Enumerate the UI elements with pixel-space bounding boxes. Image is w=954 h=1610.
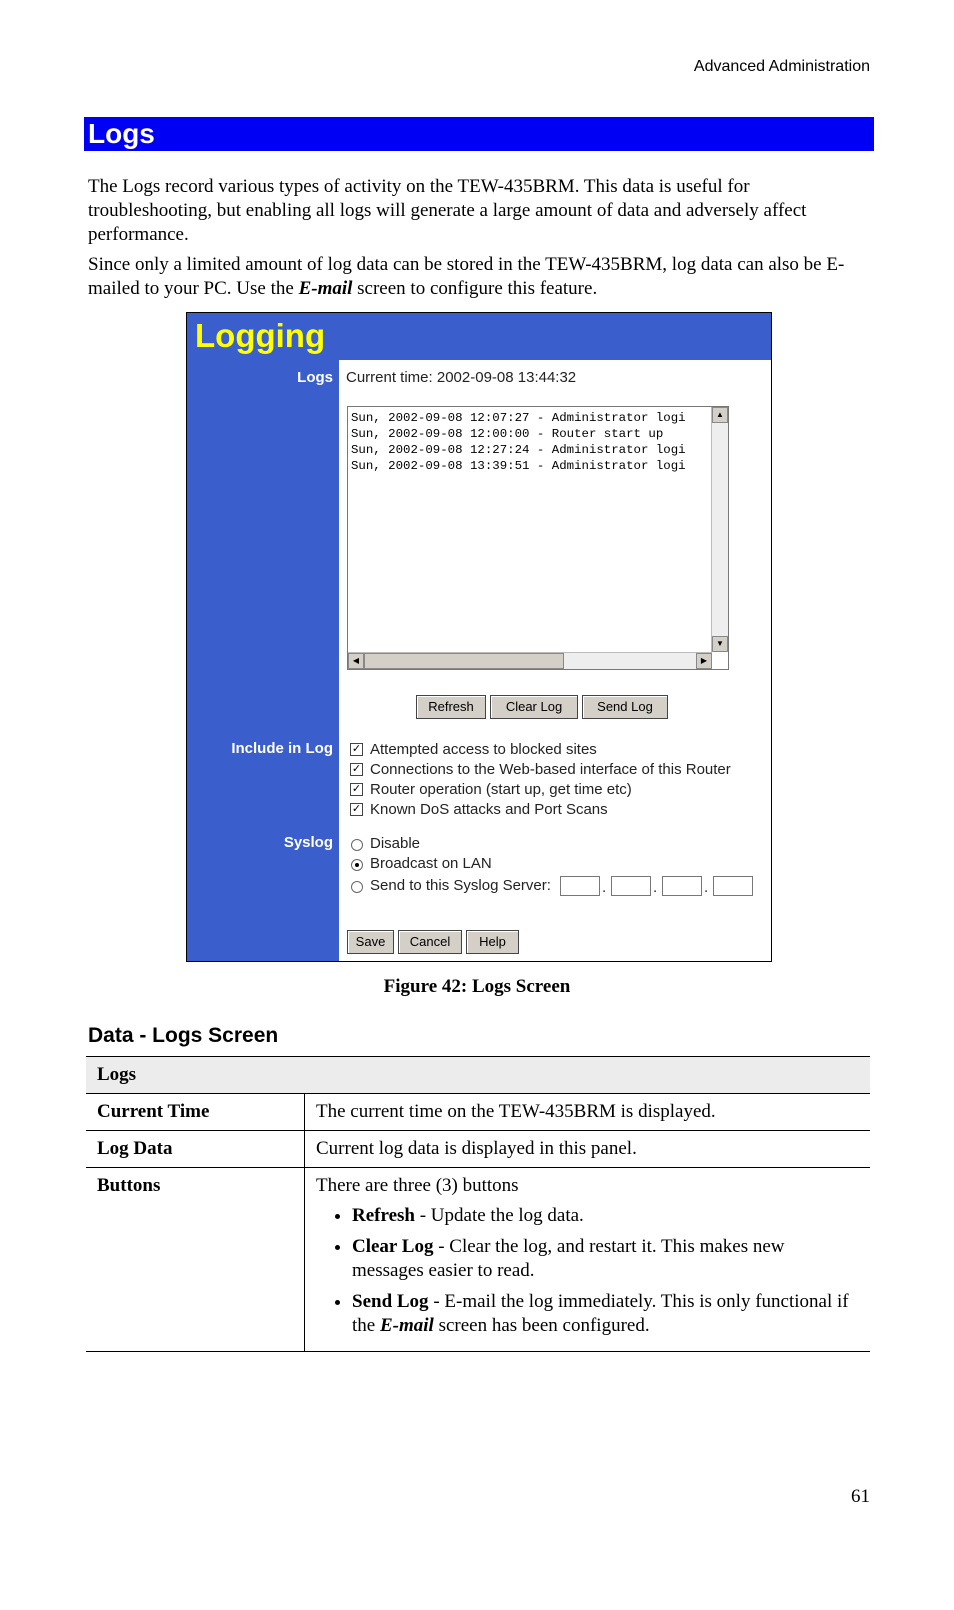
- item-desc: - Clear the log, and restart it. This makes new messages easier to read.: [352, 1236, 785, 1281]
- item-term: Refresh: [352, 1205, 415, 1226]
- scroll-left-icon[interactable]: ◀: [348, 653, 364, 669]
- buttons-intro: There are three (3) buttons: [316, 1175, 519, 1196]
- intro-text: Since only a limited amount of log data can be stored in the TEW-435BRM, log data can also be E-mailed to your PC. Use the: [88, 254, 845, 299]
- send-log-button[interactable]: Send Log: [582, 695, 668, 719]
- item-desc: - E-mail the log immediately. This is only functional if the: [352, 1291, 849, 1336]
- scroll-right-icon[interactable]: ▶: [696, 653, 712, 669]
- figure-caption: Figure 42: Logs Screen: [383, 976, 571, 997]
- checkbox-router-operation[interactable]: ✓: [351, 783, 362, 795]
- save-button[interactable]: Save: [347, 930, 394, 954]
- row-key: Buttons: [86, 1168, 305, 1352]
- syslog-option-label: Disable: [370, 835, 421, 852]
- intro-paragraph-2: [88, 253, 868, 301]
- list-item: [352, 1204, 859, 1228]
- clear-log-button[interactable]: Clear Log: [490, 695, 578, 719]
- checkbox-web-interface[interactable]: ✓: [351, 763, 362, 775]
- row-key: Log Data: [86, 1131, 305, 1168]
- checkbox-blocked-sites[interactable]: ✓: [351, 743, 362, 755]
- log-lines: [351, 410, 686, 474]
- include-item-label: Known DoS attacks and Port Scans: [370, 801, 608, 818]
- log-line: Sun, 2002-09-08 13:39:51 - Administrator logi: [351, 459, 686, 473]
- logging-screenshot: [186, 312, 772, 962]
- checkbox-dos-attacks[interactable]: ✓: [351, 803, 362, 815]
- table-header-row: [86, 1057, 870, 1094]
- radio-syslog-server[interactable]: [351, 881, 363, 893]
- list-item: [352, 1235, 859, 1283]
- item-desc: - Update the log data.: [414, 1205, 584, 1226]
- table-row: [86, 1094, 870, 1131]
- vertical-scrollbar[interactable]: [711, 407, 728, 652]
- running-header: Advanced Administration: [693, 58, 870, 75]
- help-button[interactable]: Help: [466, 930, 519, 954]
- item-term: Send Log: [352, 1291, 429, 1312]
- current-time: Current time: 2002-09-08 13:44:32: [346, 369, 577, 386]
- section-title-bar: [84, 117, 874, 151]
- include-in-log-label: Include in Log: [231, 740, 333, 757]
- table-row: [86, 1168, 870, 1352]
- email-emphasis: E-mail: [379, 1315, 434, 1336]
- ip-dot: .: [704, 879, 709, 896]
- syslog-ip-octet-3[interactable]: [662, 876, 702, 896]
- list-item: [352, 1290, 859, 1338]
- intro-text: screen to configure this feature.: [352, 278, 598, 299]
- radio-disable[interactable]: [351, 839, 363, 851]
- scroll-up-icon[interactable]: ▲: [712, 407, 728, 423]
- syslog-option-label: Send to this Syslog Server:: [370, 877, 551, 894]
- refresh-button[interactable]: Refresh: [416, 695, 486, 719]
- item-term: Clear Log: [352, 1236, 434, 1257]
- screen-title-bar: [187, 313, 771, 360]
- subheading: Data - Logs Screen: [88, 1024, 279, 1047]
- email-emphasis: E-mail: [298, 278, 353, 299]
- log-line: Sun, 2002-09-08 12:00:00 - Router start up: [351, 427, 664, 441]
- horizontal-scrollbar[interactable]: [348, 652, 712, 669]
- scroll-thumb[interactable]: [364, 653, 564, 669]
- include-item-label: Connections to the Web-based interface of this Router: [370, 761, 731, 778]
- row-value: [305, 1168, 871, 1352]
- screen-sidebar: [187, 313, 339, 961]
- syslog-ip-octet-1[interactable]: [560, 876, 600, 896]
- ip-dot: .: [653, 879, 658, 896]
- log-line: Sun, 2002-09-08 12:27:24 - Administrator logi: [351, 443, 686, 457]
- intro-paragraph-1: The Logs record various types of activity on the TEW-435BRM. This data is useful for troubleshooting, but enabling all logs will generate a large amount of data and adversely affect performance.: [88, 176, 807, 245]
- row-value: The current time on the TEW-435BRM is displayed.: [305, 1094, 871, 1131]
- logs-label: Logs: [297, 369, 333, 386]
- include-item-label: Router operation (start up, get time etc): [370, 781, 632, 798]
- syslog-ip-octet-4[interactable]: [713, 876, 753, 896]
- item-desc: screen has been configured.: [433, 1315, 650, 1336]
- table-header: Logs: [86, 1057, 870, 1094]
- radio-broadcast-lan[interactable]: [351, 859, 363, 871]
- syslog-ip-octet-2[interactable]: [611, 876, 651, 896]
- log-line: Sun, 2002-09-08 12:07:27 - Administrator logi: [351, 411, 686, 425]
- syslog-option-label: Broadcast on LAN: [370, 855, 492, 872]
- include-item-label: Attempted access to blocked sites: [370, 741, 597, 758]
- ip-dot: .: [602, 879, 607, 896]
- row-key: Current Time: [86, 1094, 305, 1131]
- scroll-down-icon[interactable]: ▼: [712, 636, 728, 652]
- table-row: [86, 1131, 870, 1168]
- buttons-list: [316, 1204, 859, 1338]
- section-title: Logs: [88, 118, 155, 149]
- page-number: 61: [851, 1486, 870, 1507]
- row-value: Current log data is displayed in this panel.: [305, 1131, 871, 1168]
- log-textarea[interactable]: [347, 406, 729, 670]
- syslog-label: Syslog: [283, 834, 333, 851]
- data-table: [86, 1056, 870, 1352]
- cancel-button[interactable]: Cancel: [398, 930, 462, 954]
- screen-title: Logging: [195, 317, 326, 354]
